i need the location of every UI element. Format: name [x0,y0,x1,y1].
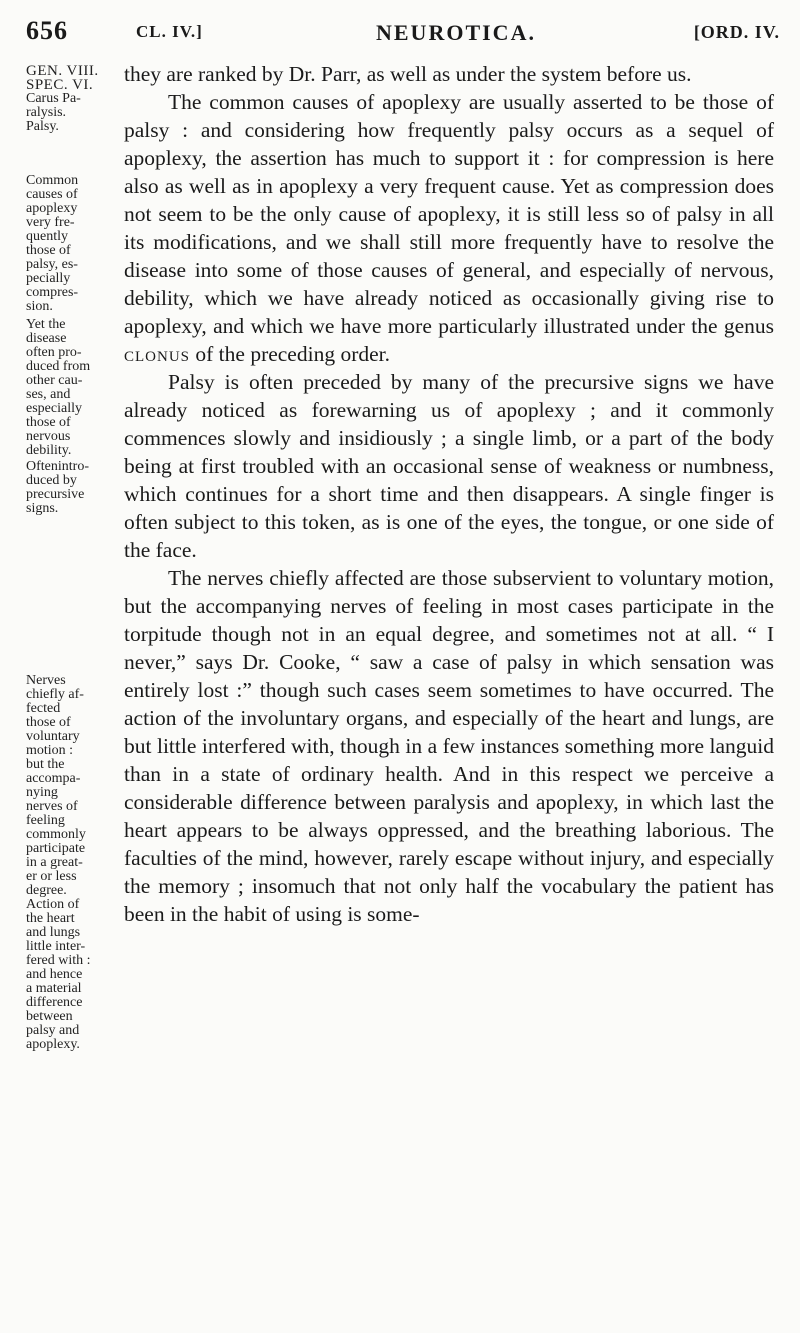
order-reference: [ORD. IV. [693,22,780,42]
page-header [26,14,780,54]
margin-note-nerves: Nerves chiefly af- fected those of voluntary motion : but the accompa- nying nerves of feeling commonly participate in a great- er or less degree. [26,673,86,898]
running-title: NEUROTICA. [376,20,536,45]
margin-note-precursive-signs: Oftenintro- duced by precursive signs. [26,459,89,516]
paragraph-4: The nerves chiefly affected are those subservient to voluntary motion, but the accompanying nerves of feeling in most cases participate in the torpitude though not in an equal degree, and sometimes not at all. “ I never,” says Dr. Cooke, “ saw a case of palsy in which sensation was entirely lost :” though such cases seem sometimes to have occurred. The action of the involuntary organs, and especially of the heart and lungs, are but little interfered with, though in a few instances something more languid than in a state of ordinary health. And in this respect we perceive a considerable difference between paralysis and apoplexy, in which last the heart appears to be always oppressed, and the breathing laborious. The faculties of the mind, however, rarely escape without injury, and especially the memory ; insomuch that not only half the vocabulary the patient has been in the habit of using is some- [124,566,774,926]
genus-clonus: clonus [124,342,191,366]
margin-note-heart-lungs: Action of the heart and lungs little inter- fered with : and hence a material difference between palsy and apoplexy. [26,897,91,1052]
paragraph-3: Palsy is often preceded by many of the precursive signs we have already noticed as forewarning us of apoplexy ; and it commonly commences slowly and insidiously ; a single limb, or a part of the body being at first troubled with an occasional sense of weakness or numbness, which continues for a short time and then disappears. A single finger is often subject to this token, as is one of the eyes, the tongue, or one side of the face. [124,370,774,562]
main-text [124,60,774,928]
margin-note-genus: GEN. VIII. SPEC. VI. [26,63,99,93]
page-number: 656 [26,16,68,45]
paragraph-1: they are ranked by Dr. Parr, as well as under the system before us. [124,62,692,86]
class-reference: CL. IV.] [136,22,203,41]
paragraph-2-end: of the preceding order. [190,342,391,366]
paragraph-2-text: The common causes of apoplexy are usually asserted to be those of palsy : and considering how frequently palsy occurs as a sequel of apoplexy, the assertion has much to support it : for compression is here also as well as in apoplexy a very frequent cause. Yet as compression does not seem to be the only cause of apoplexy, it is still less so of palsy in all its modifications, and we shall still more frequently have to resolve the disease into some of those causes of general, and especially of nervous, debility, which we have already noticed as occasionally giving rise to apoplexy, and which we have more particularly illustrated under the genus [124,90,774,338]
margin-note-common-causes: Common causes of apoplexy very fre- quently those of palsy, es- pecially compres- sion. [26,173,79,314]
paragraph-2 [124,88,774,368]
margin-note-palsy: Carus Pa- ralysis. Palsy. [26,91,81,134]
margin-note-other-causes: Yet the disease often pro- duced from other cau- ses, and especially those of nervous debility. [26,317,91,458]
